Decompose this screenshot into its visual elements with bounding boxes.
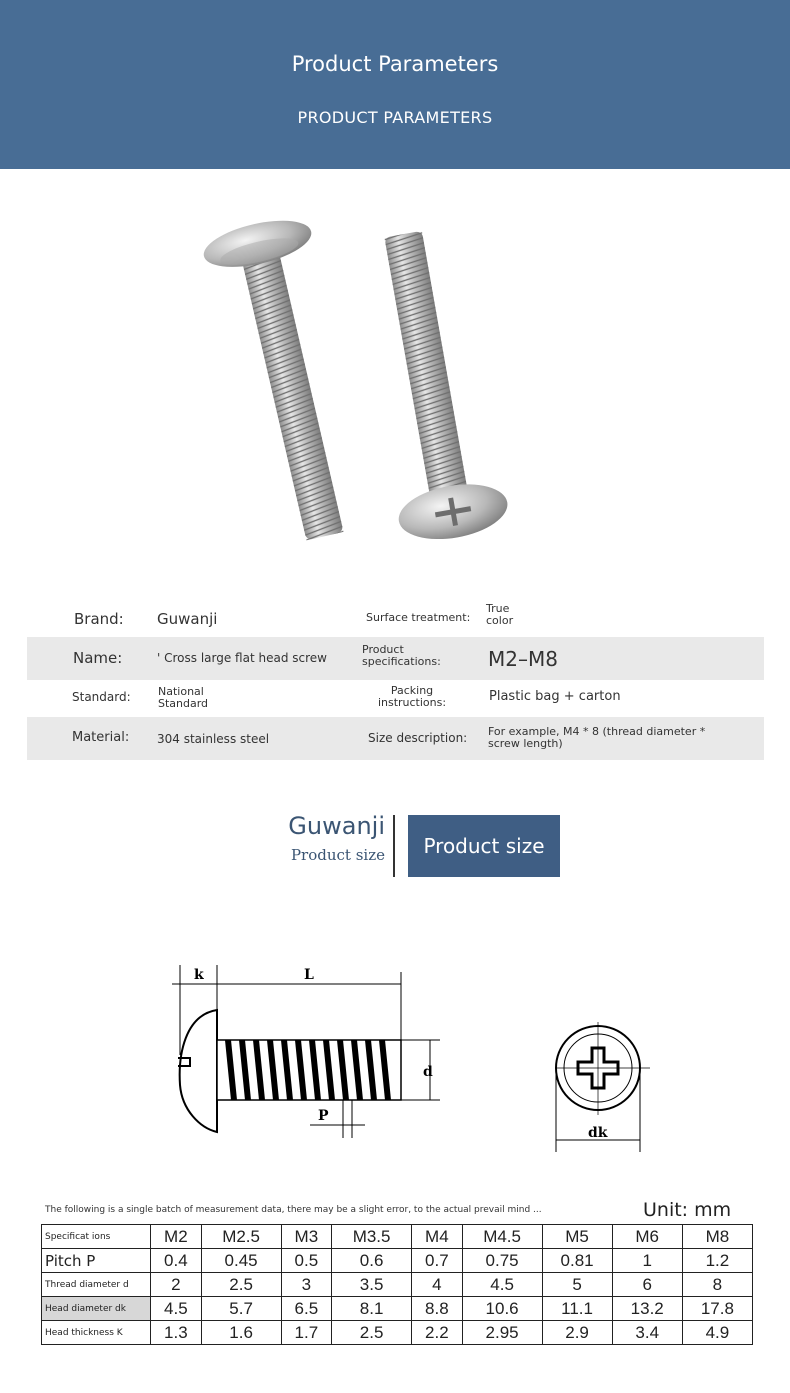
param-row-standard [27,677,764,720]
spec-table [41,1224,753,1345]
spec-cell: M2.5 [201,1225,281,1249]
value-cell: 2.9 [542,1321,612,1345]
value-cell: 10.6 [462,1297,542,1321]
size-brand: Guwanji [288,812,385,840]
value-cell: 3 [281,1273,332,1297]
spec-cell: M5 [542,1225,612,1249]
product-size-box: Product size [408,815,560,877]
table-row [42,1249,753,1273]
value-cell: 1.7 [281,1321,332,1345]
name-label: Name: [73,649,123,667]
banner-subtitle: PRODUCT PARAMETERS [297,108,493,127]
param-row-brand [27,597,764,640]
table-row [42,1273,753,1297]
label-P: P [318,1108,329,1124]
value-cell: 11.1 [542,1297,612,1321]
value-cell: 0.6 [332,1249,412,1273]
name-value: ' Cross large flat head screw [157,651,327,665]
value-cell: 2.5 [332,1321,412,1345]
header-banner [0,0,790,169]
size-heading [250,812,385,864]
size-value: For example, M4 * 8 (thread diameter * screw length) [488,725,706,750]
value-cell: 3.5 [332,1273,412,1297]
value-cell: 17.8 [682,1297,752,1321]
table-header-row [42,1225,753,1249]
row-label: Head thickness K [42,1321,151,1345]
value-cell: 8.8 [412,1297,463,1321]
unit-label: Unit: mm [643,1199,732,1221]
param-row-name [27,637,764,680]
table-row [42,1321,753,1345]
brand-value: Guwanji [157,610,218,628]
spec-cell: M3 [281,1225,332,1249]
surface-label: Surface treatment: [366,611,471,624]
value-cell: 1 [612,1249,682,1273]
size-label: Size description: [368,731,468,745]
value-cell: 8.1 [332,1297,412,1321]
header-label: Specificat ions [42,1225,151,1249]
spec-cell: M2 [151,1225,202,1249]
brand-label: Brand: [74,610,124,628]
label-d: d [423,1064,433,1080]
banner-title: Product Parameters [291,52,499,76]
param-row-material [27,717,764,760]
value-cell: 2.5 [201,1273,281,1297]
surface-value: True color [486,602,514,627]
value-cell: 0.7 [412,1249,463,1273]
standard-label: Standard: [72,690,131,704]
value-cell: 6 [612,1273,682,1297]
material-label: Material: [72,730,130,745]
value-cell: 3.4 [612,1321,682,1345]
row-label: Head diameter dk [42,1297,151,1321]
measurement-note: The following is a single batch of measurement data, there may be a slight error, to the actual prevail mind ... [45,1205,542,1215]
value-cell: 1.6 [201,1321,281,1345]
value-cell: 1.3 [151,1321,202,1345]
value-cell: 2 [151,1273,202,1297]
value-cell: 0.5 [281,1249,332,1273]
label-L: L [304,967,314,983]
value-cell: 4.5 [462,1273,542,1297]
value-cell: 0.81 [542,1249,612,1273]
value-cell: 13.2 [612,1297,682,1321]
row-label: Thread diameter d [42,1273,151,1297]
spec-cell: M4.5 [462,1225,542,1249]
value-cell: 2.2 [412,1321,463,1345]
value-cell: 5 [542,1273,612,1297]
row-label: Pitch P [42,1249,151,1273]
screw-photo [190,200,570,570]
divider [393,815,395,877]
spec-cell: M6 [612,1225,682,1249]
screw-diagram [160,960,660,1160]
value-cell: 0.75 [462,1249,542,1273]
spec-value: M2–M8 [488,647,558,671]
value-cell: 4.5 [151,1297,202,1321]
spec-cell: M8 [682,1225,752,1249]
table-row [42,1297,753,1321]
label-k: k [194,967,204,983]
standard-value: National Standard [158,685,209,710]
label-dk: dk [588,1125,608,1141]
packing-value: Plastic bag + carton [489,689,621,704]
spec-cell: M4 [412,1225,463,1249]
value-cell: 4.9 [682,1321,752,1345]
material-value: 304 stainless steel [157,732,270,746]
value-cell: 0.45 [201,1249,281,1273]
spec-cell: M3.5 [332,1225,412,1249]
value-cell: 1.2 [682,1249,752,1273]
size-subtitle: Product size [290,846,385,864]
value-cell: 2.95 [462,1321,542,1345]
value-cell: 0.4 [151,1249,202,1273]
value-cell: 5.7 [201,1297,281,1321]
value-cell: 4 [412,1273,463,1297]
spec-label: Product specifications: [362,643,441,668]
packing-label: Packing instructions: [377,684,447,709]
value-cell: 6.5 [281,1297,332,1321]
value-cell: 8 [682,1273,752,1297]
